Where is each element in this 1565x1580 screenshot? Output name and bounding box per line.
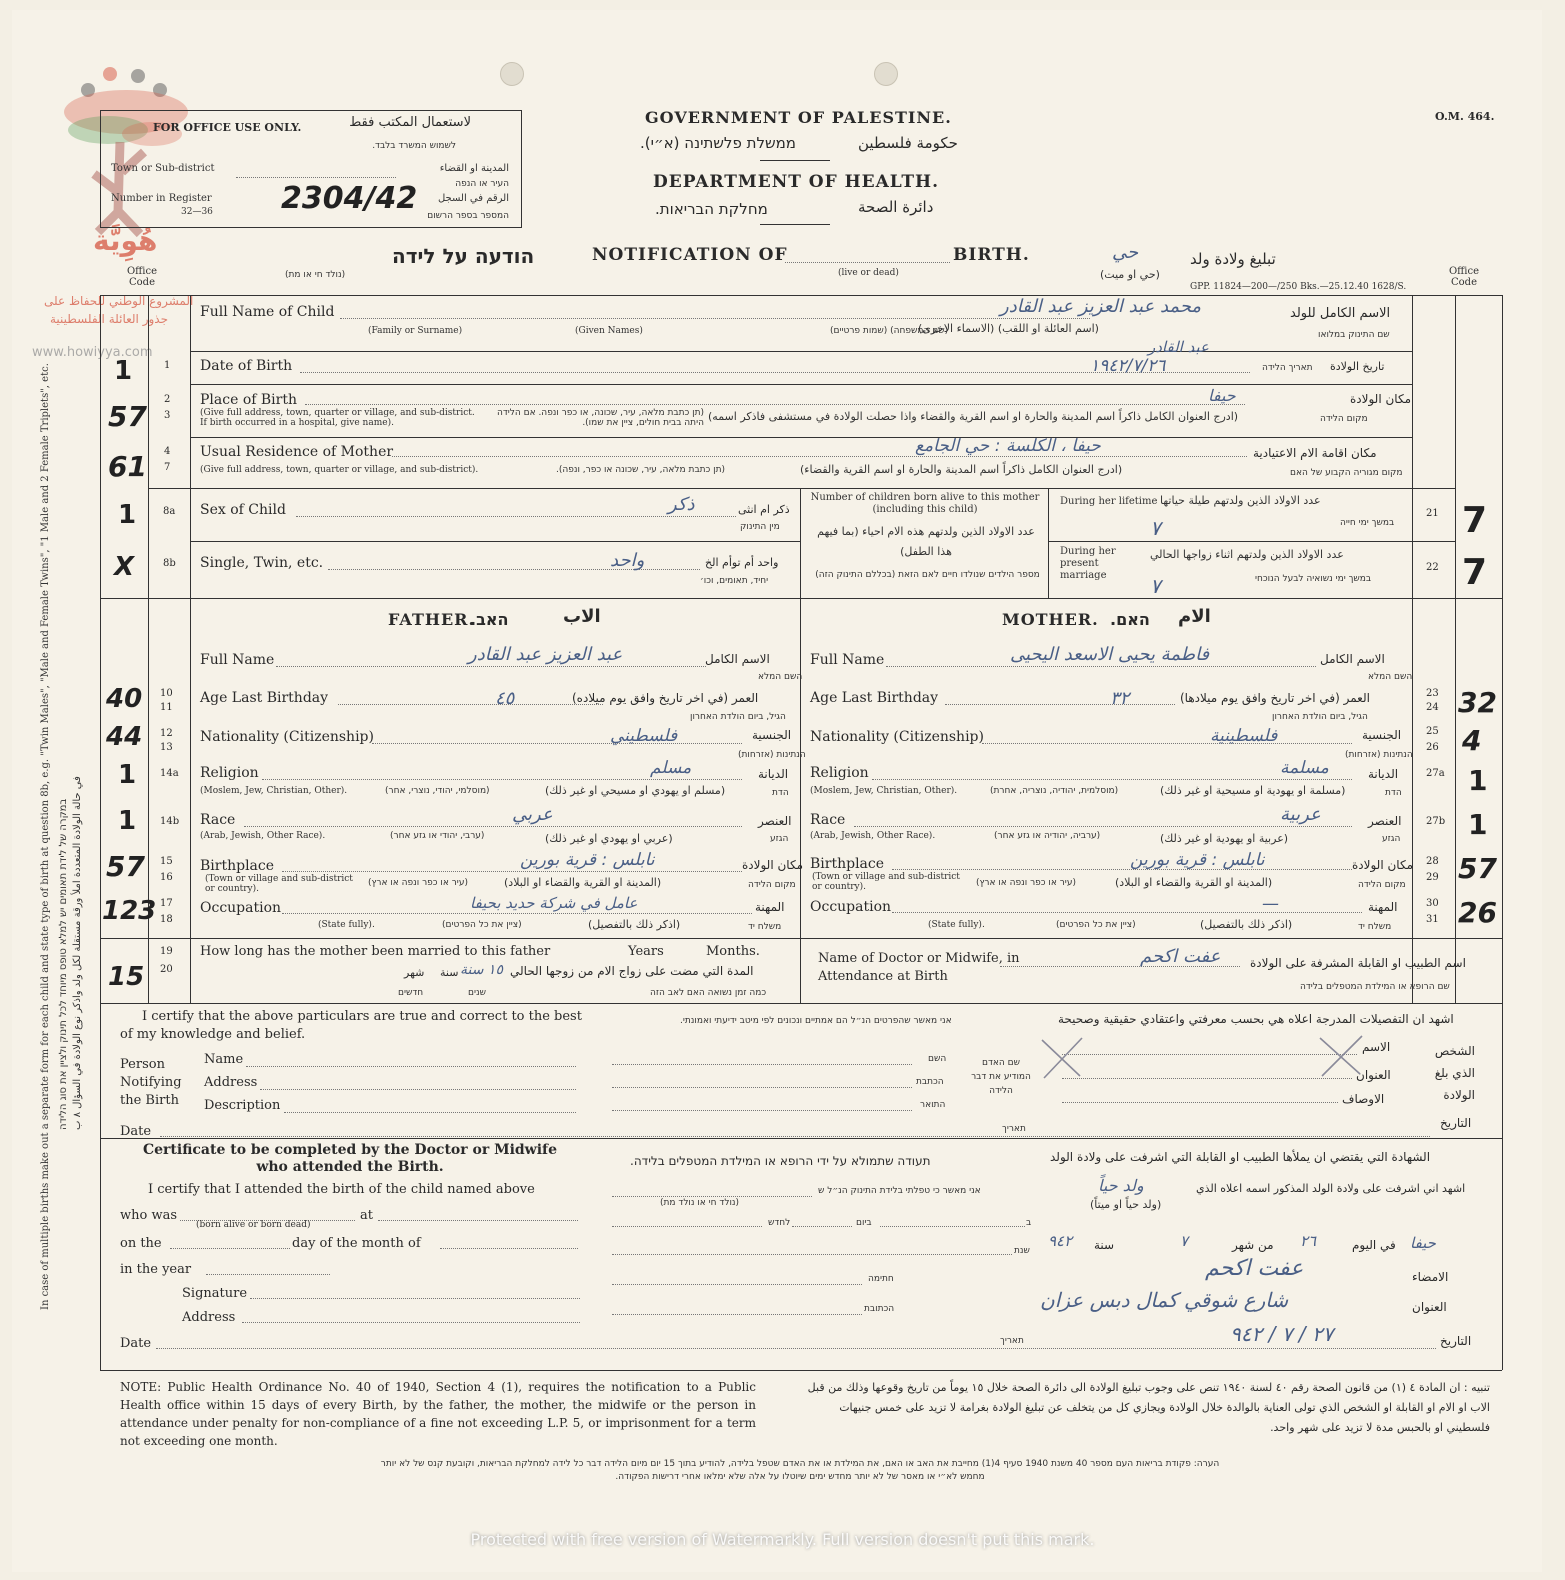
cert-on-the: on the (120, 1236, 162, 1251)
mother-name-value: فاطمة يحيى الاسعد اليحيى (1010, 644, 1210, 665)
pob-sub-ar: (ادرج العنوان الكامل ذاكراً اسم المدينة والحارة او اسم القرية والقضاء واذا حصلت الولادة في مستشفى فاذكر اسمه) (708, 410, 1239, 423)
cert-addr-value: شارع شوقي كمال دبس عزان (1040, 1288, 1289, 1312)
father-occ-label: Occupation (200, 900, 282, 916)
father-bp-sub-en: (Town or village and sub-district or country). (205, 874, 353, 894)
mother-occ-num-a: 30 (1426, 898, 1439, 909)
cert-day-he: ביום (856, 1218, 872, 1228)
father-header-he: האב. (470, 610, 509, 629)
cross-mark (1030, 1030, 1390, 1090)
cert-born-ar: (ولد حياً او ميتاً) (1090, 1198, 1162, 1211)
cert-born-value: ولد حياً (1098, 1176, 1144, 1195)
margin-left-7: 44 (106, 722, 143, 752)
mother-bp-sub-ar: (المدينة او القرية والقضاء او البلاد) (1115, 876, 1273, 889)
child-name-sub-family: (Family or Surname) (368, 326, 463, 336)
cert-year-he: שנת (1014, 1246, 1030, 1256)
child-name-value: محمد عبد العزيز عبد القادر (1000, 296, 1202, 317)
dob-num: 1 (164, 360, 171, 371)
person-name-label: Name (204, 1052, 244, 1067)
dob-label: Date of Birth (200, 358, 293, 374)
mother-race-sub-ar: (عربية او يهودية او غير ذلك) (1160, 832, 1289, 845)
single-label-ar: واحد أم توأم الخ (705, 556, 779, 569)
mother-occ-value: — (1262, 894, 1279, 914)
office-label-he: לשמוש המשרד בלבד. (372, 141, 456, 151)
father-nat-label-ar: الجنسية (752, 728, 792, 742)
pob-sub-en: (Give full address, town, quarter or village, and sub-district. If birth occurred in a hospital, give name). (200, 408, 475, 428)
residence-label-he: מקום מגוריה הקבוע של האם (1290, 468, 1403, 478)
margin-left-10: 57 (106, 850, 145, 883)
town-label-he: העיר או הנפה (455, 179, 509, 189)
father-occ-num-a: 17 (160, 898, 173, 909)
pob-sub-he: (תן כתבת מלאה, עיר, שכונה, או כפר ונפה. אם הלידה היתה בבית חולים, ציין את שמו). (496, 408, 704, 428)
mother-header-en: MOTHER. (1002, 610, 1099, 629)
mother-rel-label-he: הדת (1385, 788, 1402, 798)
cert-sig-he: חתימה (868, 1274, 894, 1284)
person-desc-label: Description (204, 1098, 281, 1113)
gov-title-en: GOVERNMENT OF PALESTINE. (645, 108, 952, 127)
sex-value: ذكر (668, 494, 695, 515)
mother-nat-label-he: הנתינות (אזרחות) (1345, 750, 1413, 760)
child-name-ar-sub: (اسم العائلة او اللقب) (الاسماء الاخرى) (918, 322, 1099, 335)
res-num-a: 4 (164, 446, 171, 457)
mother-age-label: Age Last Birthday (810, 690, 939, 706)
single-label-he: יחיד, תאומים, וכו׳ (700, 576, 769, 586)
mother-rel-label: Religion (810, 765, 869, 781)
sex-label: Sex of Child (200, 502, 286, 518)
margin-left-3: 61 (108, 450, 147, 483)
certify-date-ar: التاريخ (1440, 1116, 1472, 1130)
title-ar: تبليغ ولادة ولد (1190, 250, 1276, 268)
margin-right-7: 57 (1458, 852, 1497, 885)
pob-value: حيفا (1208, 386, 1236, 405)
father-race-label: Race (200, 812, 236, 828)
dob-label-he: תאריך הלידה (1262, 363, 1313, 373)
marriage-count-label-he: במשך ימי נשואיה לבעל הנוכחי (1255, 574, 1372, 584)
gpp-code: GPP. 11824—200—/250 Bks.—25.12.40 1628/S. (1190, 282, 1407, 292)
pob-label-ar: مكان الولادة (1350, 392, 1412, 406)
mother-race-value: عربية (1280, 804, 1321, 825)
father-age-label: Age Last Birthday (200, 690, 329, 706)
cert-title-he: תעודה שתמולא על ידי הרופא או המילדת המטפלים בלידה. (630, 1154, 931, 1168)
marriage-num-a: 19 (160, 946, 173, 957)
father-nat-num-a: 12 (160, 728, 173, 739)
father-header-en: FATHER. (388, 610, 476, 629)
cert-sig-value: عفت اكحم (1205, 1256, 1304, 1281)
mother-age-value: ٣٢ (1110, 688, 1130, 709)
mother-nat-label-ar: الجنسية (1362, 728, 1402, 742)
marriage-years-ar: سنة (440, 966, 459, 979)
marriage-years-label: Years (628, 944, 664, 959)
mother-rel-value: مسلمة (1280, 758, 1329, 778)
person-label-ar: الشخص الذي بلغ الولادة (1434, 1044, 1475, 1102)
mother-rel-label-ar: الديانة (1368, 767, 1399, 781)
mother-race-label: Race (810, 812, 846, 828)
residence-sub-he: (תן כתבת מלאה, עיר, שכונה או כפר, ונפה). (556, 465, 726, 475)
person-name-he: השם (928, 1054, 947, 1064)
cert-place-value: حيفا (1410, 1234, 1436, 1252)
margin-left-9: 1 (118, 806, 137, 836)
father-rel-num: 14a (160, 768, 179, 779)
town-label-en: Town or Sub-district (111, 163, 215, 174)
margin-right-8: 26 (1458, 896, 1497, 929)
cert-address-label: Address (182, 1310, 236, 1325)
margin-right-3: 32 (1458, 686, 1497, 719)
child-name-he-sub: (שם המשפחה) (שמות פרטיים) (830, 326, 949, 336)
father-nat-value: فلسطيني (610, 726, 678, 746)
certify-date-he: תאריך (1002, 1124, 1026, 1134)
children-num-a: 21 (1426, 508, 1439, 519)
marriage-label-ar: المدة التي مضت على زواج الام من زوجها الحالي (510, 964, 754, 978)
margin-left-1: 1 (114, 356, 133, 386)
father-race-sub-ar: (عربي او يهودي او غير ذلك) (545, 832, 673, 845)
father-bp-label-ar: مكان الولادة (742, 858, 804, 872)
dept-title-en: DEPARTMENT OF HEALTH. (653, 172, 940, 192)
person-address-ar: العنوان (1356, 1068, 1391, 1082)
person-label-en: Person Notifying the Birth (120, 1057, 182, 1108)
father-rel-value: مسلم (650, 758, 692, 778)
mother-header-ar: الام (1178, 606, 1211, 627)
side-note-he: במקרה של לידת תאומים יש למלא טופס מיוחד לכל תינוק ולציין את סוג הלידה (58, 798, 69, 1130)
father-rel-label: Religion (200, 765, 259, 781)
mother-bp-label-he: מקום הלידה (1358, 880, 1406, 890)
single-num: 8b (163, 558, 176, 569)
marriage-num-b: 20 (160, 964, 173, 975)
dob-value: ١٩٤٢/٧/٢٦ (1090, 356, 1166, 376)
father-bp-value: نابلس : قرية بورين (520, 850, 655, 870)
father-bp-num-b: 16 (160, 872, 173, 883)
single-label: Single, Twin, etc. (200, 555, 324, 571)
logo-line1: المشروع الوطني للحفاظ على (44, 294, 194, 308)
form-code: O.M. 464. (1435, 110, 1495, 123)
father-bp-label-he: מקום הלידה (748, 880, 796, 890)
mother-nat-num-b: 26 (1426, 742, 1439, 753)
lifetime-label-ar: عدد الاولاد الذين ولدتهم طيلة حياتها (1160, 494, 1321, 507)
title-en-sub: (live or dead) (838, 268, 899, 278)
single-value: واحد (610, 550, 645, 571)
mother-rel-num: 27a (1426, 768, 1445, 779)
father-rel-sub-ar: (مسلم او يهودي او مسيحي او غير ذلك) (545, 784, 726, 797)
office-use-box (100, 110, 522, 228)
child-name-value-2: عبد القادر (1148, 338, 1209, 356)
mother-occ-sub-he: (ציין את כל הפרטים) (1056, 920, 1136, 930)
person-label-he: שם האדם המודיע את דבר הלידה (971, 1058, 1031, 1096)
father-bp-num-a: 15 (160, 856, 173, 867)
margin-left-5: X (114, 552, 135, 582)
punch-hole (500, 62, 524, 86)
children-label-ar: عدد الاولاد الذين ولدتهم هذه الام احياء (بما فيهم هذا الطفل) (817, 525, 1035, 558)
cert-who-was: who was (120, 1208, 178, 1223)
father-age-label-he: הגיל, ביום הולדת האחרון (690, 712, 786, 722)
father-age-num-a: 10 (160, 688, 173, 699)
cert-title-en: Certificate to be completed by the Doctor or Midwife who attended the Birth. (143, 1142, 557, 1175)
mother-bp-num-a: 28 (1426, 856, 1439, 867)
cert-line1-en: I certify that I attended the birth of the child named above (148, 1182, 535, 1197)
note-ar: تنبيه : ان المادة ٤ (١) من قانون الصحة رقم ٤٠ لسنة ١٩٤٠ تنص على وجوب تبليغ الولادة الى دائرة الصحة خلال ١٥ يوماً من تاريخ وقوعها وذلك من قبل الاب او الام او القابلة او الشخص الذي تولى العناية بالوالدة خلال الولادة ويجازي كل من يتخلف عن تبليغ الولادة بغرامة لا تزيد على خمس جنيهات فلسطيني او بالحبس مدة لا تزيد على شهر واحد. (807, 1381, 1490, 1434)
margin-left-2: 57 (108, 400, 147, 433)
father-age-value: ٤٥ (495, 688, 515, 709)
cert-date-he: תאריך (1000, 1336, 1024, 1346)
office-label-ar: لاستعمال المكتب فقط (349, 115, 471, 130)
children-label-he: מספר הילדים שנולדו חיים לאם הזאת (בכללם התינוק הזה) (815, 570, 1040, 580)
number-label-sub: 32—36 (181, 207, 213, 217)
child-name-ar: الاسم الكامل للولد (1290, 306, 1391, 321)
title-he-sub: (נולד חי או מת) (285, 270, 346, 280)
person-name-ar: الاسم (1362, 1040, 1391, 1054)
cert-date-ar: التاريخ (1440, 1334, 1472, 1348)
number-label-ar: الرقم في السجل (437, 193, 509, 204)
cert-date-value: ٢٧ / ٧ / ٩٤٢ (1230, 1322, 1334, 1346)
margin-right-6: 1 (1468, 808, 1488, 841)
children-label-en: Number of children born alive to this mother (including this child) (810, 492, 1040, 515)
residence-label-ar: مكان اقامة الام الاعتيادية (1253, 446, 1377, 460)
cert-day-ar: في اليوم (1352, 1238, 1396, 1252)
cert-month-value: ٧ (1180, 1232, 1189, 1250)
children-num-b: 22 (1426, 562, 1439, 573)
certify-he: אני מאשר שהפרטים הנ״ל הם אמתיים ונכונים לפי מיטב ידיעתי ואמונתי. (680, 1016, 952, 1026)
child-name-sub-given: (Given Names) (575, 326, 643, 336)
marriage-months-he: חדשים (398, 988, 424, 998)
mother-rel-sub-he: (מוסלמית, יהודיה, נוצריה, אחרת) (990, 786, 1119, 796)
father-race-label-he: הגזע (770, 834, 789, 844)
certify-ar: اشهد ان التفصيلات المدرجة اعلاه هي بحسب معرفتي واعتقادي حقيقية وصحيحة (1058, 1012, 1454, 1026)
town-label-ar: المدينة او القضاء (439, 163, 509, 174)
note-en: NOTE: Public Health Ordinance No. 40 of 1940, Section 4 (1), requires the notification to a Public Health office within 15 days of every Birth, by the father, the mother, the midwife or the person in attendance under penalty for non-compliance of a fine not exceeding L.P. 5, or imprisonment for a term not exceeding one month. (120, 1380, 756, 1448)
margin-left-8: 1 (118, 760, 137, 790)
mother-rel-sub-en: (Moslem, Jew, Christian, Other). (810, 786, 958, 796)
mother-race-sub-he: (ערביה, יהודיה או גזע אחר) (994, 831, 1101, 841)
title-en-b: BIRTH. (953, 245, 1030, 265)
sex-label-he: מין התינוק (740, 522, 780, 532)
cert-title-ar: الشهادة التي يقتضي ان يملأها الطبيب او القابلة التي اشرفت على ولادة الولد (1050, 1150, 1431, 1164)
marriage-value: ١٥ سنة (460, 962, 503, 978)
marriage-years-he: שנים (468, 988, 486, 998)
pob-num-b: 3 (164, 410, 171, 421)
margin-left-11: 123 (102, 896, 157, 926)
margin-right-1: 7 (1462, 500, 1488, 541)
pob-num-a: 2 (164, 394, 171, 405)
mother-nat-value: فلسطينية (1210, 726, 1278, 746)
doctor-label-en: Name of Doctor or Midwife, in Attendance at Birth (818, 951, 1020, 984)
mother-name-label: Full Name (810, 652, 885, 668)
father-race-value: عربي (512, 804, 553, 825)
status-hw: حي (1112, 242, 1139, 263)
person-desc-he: התואר (920, 1100, 946, 1110)
person-address-he: הכתבת (916, 1077, 944, 1087)
number-label-he: המספר בספר הרשום (427, 211, 509, 221)
cert-month-he: לחדש (768, 1218, 791, 1228)
cert-day-of: day of the month of (292, 1236, 421, 1251)
residence-label: Usual Residence of Mother (200, 444, 394, 460)
mother-header-he: האם. (1110, 610, 1150, 629)
doctor-label-ar: اسم الطبيب او القابلة المشرفة على الولادة (1250, 956, 1466, 970)
mother-bp-value: نابلس : قرية بورين (1130, 850, 1265, 870)
marriage-count-value: ٧ (1150, 574, 1161, 598)
father-race-sub-en: (Arab, Jewish, Other Race). (200, 831, 326, 841)
mother-age-label-ar: العمر (في اخر تاريخ وافق يوم ميلادها) (1180, 691, 1370, 705)
father-occ-label-ar: المهنة (755, 900, 785, 914)
res-num-b: 7 (164, 462, 171, 473)
cert-at: at (360, 1208, 373, 1223)
father-age-label-ar: العمر (في اخر تاريخ وافق يوم ميلاده) (572, 691, 759, 705)
margin-right-2: 7 (1462, 552, 1488, 593)
marriage-months-label: Months. (706, 944, 760, 959)
father-occ-sub-he: (ציין את כל הפרטים) (442, 920, 522, 930)
logo-title: هُوِيَّة (93, 224, 158, 257)
father-nat-num-b: 13 (160, 742, 173, 753)
mother-occ-label-ar: المهنة (1368, 900, 1398, 914)
father-bp-sub-ar: (المدينة او القرية والقضاء او البلاد) (504, 876, 662, 889)
cert-in-year: in the year (120, 1262, 192, 1277)
watermark-text: Protected with free version of Watermarkly. Full version doesn't put this mark. (470, 1530, 1095, 1549)
father-header-ar: الاب (563, 606, 601, 627)
father-race-label-ar: العنصر (758, 814, 792, 828)
father-occ-sub-en: (State fully). (318, 920, 375, 930)
side-note-ar: في حالة الولادة المتعددة املأ ورقة مستقلة لكل ولد واذكر نوع الولادة في السؤال ٨ ب (72, 776, 83, 1130)
cert-month-ar: من شهر (1232, 1238, 1274, 1252)
mother-bp-num-b: 29 (1426, 872, 1439, 883)
father-occ-num-b: 18 (160, 914, 173, 925)
child-name-label: Full Name of Child (200, 304, 335, 320)
residence-sub-ar: (ادرج العنوان الكامل ذاكراً اسم المدينة والحارة او اسم القرية والقضاء) (800, 463, 1123, 476)
gov-title-he: ממשלת פלשתינה (א״י). (640, 134, 796, 152)
marriage-label-he: כמה זמן נשואה האם לאב הזה (650, 988, 767, 998)
register-number: 2304/42 (281, 181, 418, 216)
cert-day-value: ٢٦ (1300, 1232, 1317, 1250)
doctor-label-he: שם הרופא או המילדת המטפלים בלידה (1300, 982, 1450, 992)
certify-en: I certify that the above particulars are true and correct to the best of my knowledge and belief. (120, 1009, 582, 1042)
cert-signature-label: Signature (182, 1286, 248, 1301)
marriage-months-ar: شهر (404, 966, 425, 979)
cert-sig-ar: الامضاء (1412, 1270, 1449, 1284)
mother-race-label-he: הגזע (1382, 834, 1401, 844)
mother-race-label-ar: العنصر (1368, 814, 1402, 828)
lifetime-label-he: במשך ימי חייה (1340, 518, 1395, 528)
father-race-sub-he: (ערבי, יהודי או גזע אחר) (390, 831, 485, 841)
lifetime-value: ٧ (1150, 516, 1161, 540)
mother-bp-sub-en: (Town or village and sub-district or country). (812, 872, 960, 892)
title-ar-sub: (حي او ميت) (1100, 268, 1160, 281)
father-rel-sub-en: (Moslem, Jew, Christian, Other). (200, 786, 348, 796)
dept-title-ar: دائرة الصحة (858, 198, 934, 216)
mother-race-sub-en: (Arab, Jewish, Other Race). (810, 831, 936, 841)
father-nat-label: Nationality (Citizenship) (200, 729, 374, 745)
residence-sub-en: (Give full address, town, quarter or village, and sub-district). (200, 465, 479, 475)
certify-date-label: Date (120, 1124, 152, 1139)
mother-nat-num-a: 25 (1426, 726, 1439, 737)
office-label-en: FOR OFFICE USE ONLY. (153, 121, 302, 134)
mother-race-num: 27b (1426, 816, 1446, 827)
mother-rel-sub-ar: (مسلمة او يهودية او مسيحية او غير ذلك) (1160, 784, 1346, 797)
margin-right-5: 1 (1468, 764, 1488, 797)
cert-date-label: Date (120, 1336, 152, 1351)
logo-line2: جذور العائلة الفلسطينية (50, 312, 168, 326)
lifetime-label: During her lifetime (1060, 496, 1158, 507)
person-desc-ar: الاوصاف (1342, 1092, 1385, 1106)
child-name-he: שם התינוק במלואו (1318, 330, 1390, 340)
note-he: הערה: פקודת בריאות העם מספר 40 משנת 1940 סעיף 4(1) מחייבת את האב או האם, את המילדת או את האדם שטפל בלידה, להודיע בתוך 15 יום מיום הלידה דבר כל לידה למחלקת הבריאות, וקובעת קנס של לא יותר מחמש לא״י או מאסר של לא יותר מחדש ימים שיוטלו על אלה שלא ימלאו אחרי דרישות הפקודה. (380, 1459, 1220, 1482)
mother-occ-sub-en: (State fully). (928, 920, 985, 930)
number-label-en: Number in Register (111, 193, 212, 204)
office-code-left: Office Code (126, 266, 158, 288)
father-rel-label-ar: الديانة (758, 767, 789, 781)
cert-addr-ar: العنوان (1412, 1300, 1447, 1314)
pob-label: Place of Birth (200, 392, 297, 408)
mother-name-label-ar: الاسم الكامل (1320, 652, 1385, 666)
father-age-num-b: 11 (160, 702, 173, 713)
father-rel-label-he: הדת (772, 788, 789, 798)
cert-born-sub: (born alive or born dead) (196, 1220, 311, 1230)
dept-title-he: מחלקת הבריאות. (655, 200, 768, 218)
margin-left-6: 40 (106, 684, 143, 714)
residence-value: حيفا ، الكلسة : حي الجامع (915, 436, 1101, 456)
marriage-count-label: During her present marriage (1060, 546, 1116, 581)
mother-occ-num-b: 31 (1426, 914, 1439, 925)
marriage-count-label-ar: عدد الاولاد الذين ولدتهم اثناء زواجها الحالي (1150, 548, 1344, 561)
father-bp-sub-he: (עיר או כפר ונפה או ארץ) (368, 878, 468, 888)
side-note-en: In case of multiple births make out a separate form for each child and state type of birth at question 8b, e.g. "Twin Males", "Male and Female Twins", "1 Male and 2 Female Triplets", etc. (40, 363, 51, 1310)
mother-age-label-he: הגיל, ביום הולדת האחרון (1272, 712, 1368, 722)
person-address-label: Address (204, 1075, 258, 1090)
pob-label-he: מקום הלידה (1320, 414, 1368, 424)
father-nat-label-he: הנתינות (אזרחות) (738, 750, 806, 760)
logo-site: www.howiyya.com (32, 345, 153, 360)
mother-occ-label: Occupation (810, 899, 892, 915)
mother-bp-label: Birthplace (810, 856, 885, 872)
mother-age-num-a: 23 (1426, 688, 1439, 699)
cert-born-he: (נולד חי או נולד מת) (660, 1198, 740, 1208)
mother-nat-label: Nationality (Citizenship) (810, 729, 984, 745)
marriage-label-en: How long has the mother been married to this father (200, 944, 551, 959)
margin-right-4: 4 (1462, 724, 1482, 757)
mother-bp-label-ar: مكان الولادة (1352, 858, 1414, 872)
mother-age-num-b: 24 (1426, 702, 1439, 713)
cert-line1-he: אני מאשר כי טפלתי בלידת התינוק הנ״ל ש (818, 1186, 981, 1196)
father-occ-sub-ar: (اذكر ذلك بالتفصيل) (588, 918, 681, 931)
father-name-label-he: השם המלא (758, 672, 803, 682)
father-name-value: عبد العزيز عبد القادر (468, 644, 623, 665)
title-en-a: NOTIFICATION OF (592, 245, 788, 265)
gov-title-ar: حكومة فلسطين (858, 134, 958, 152)
father-rel-sub-he: (מוסלמי, יהודי, נוצרי, אחר) (385, 786, 490, 796)
mother-occ-sub-ar: (اذكر ذلك بالتفصيل) (1200, 918, 1293, 931)
dob-label-ar: تاريخ الولادة (1330, 360, 1385, 373)
cert-line1-ar: اشهد اني اشرفت على ولادة الولد المذكور اسمه اعلاه الذي (1196, 1182, 1466, 1195)
sex-label-ar: ذكر ام انثى (738, 503, 790, 516)
mother-bp-sub-he: (עיר או כפר ונפה או ארץ) (976, 878, 1076, 888)
cert-b-he: ב (1026, 1218, 1032, 1228)
margin-left-4: 1 (118, 500, 137, 530)
father-occ-value: عامل في شركة حديد بحيفا (470, 894, 638, 912)
office-code-right: Office Code (1448, 266, 1480, 288)
father-name-label: Full Name (200, 652, 275, 668)
punch-hole (874, 62, 898, 86)
doctor-value: عفت اكحم (1140, 946, 1221, 967)
cert-addr-he: הכתובת (864, 1304, 895, 1314)
father-name-label-ar: الاسم الكامل (705, 652, 770, 666)
father-bp-label: Birthplace (200, 858, 275, 874)
cert-year-ar: سنة (1094, 1238, 1115, 1252)
father-occ-label-he: משלח יד (748, 922, 782, 932)
mother-name-label-he: השם המלא (1368, 672, 1413, 682)
title-he: הודעה על לידה (392, 244, 535, 268)
margin-left-12: 15 (108, 962, 145, 992)
father-race-num: 14b (160, 816, 180, 827)
cert-year-value: ٩٤٢ (1048, 1232, 1073, 1250)
sex-num: 8a (163, 506, 176, 517)
mother-occ-label-he: משלח יד (1358, 922, 1392, 932)
